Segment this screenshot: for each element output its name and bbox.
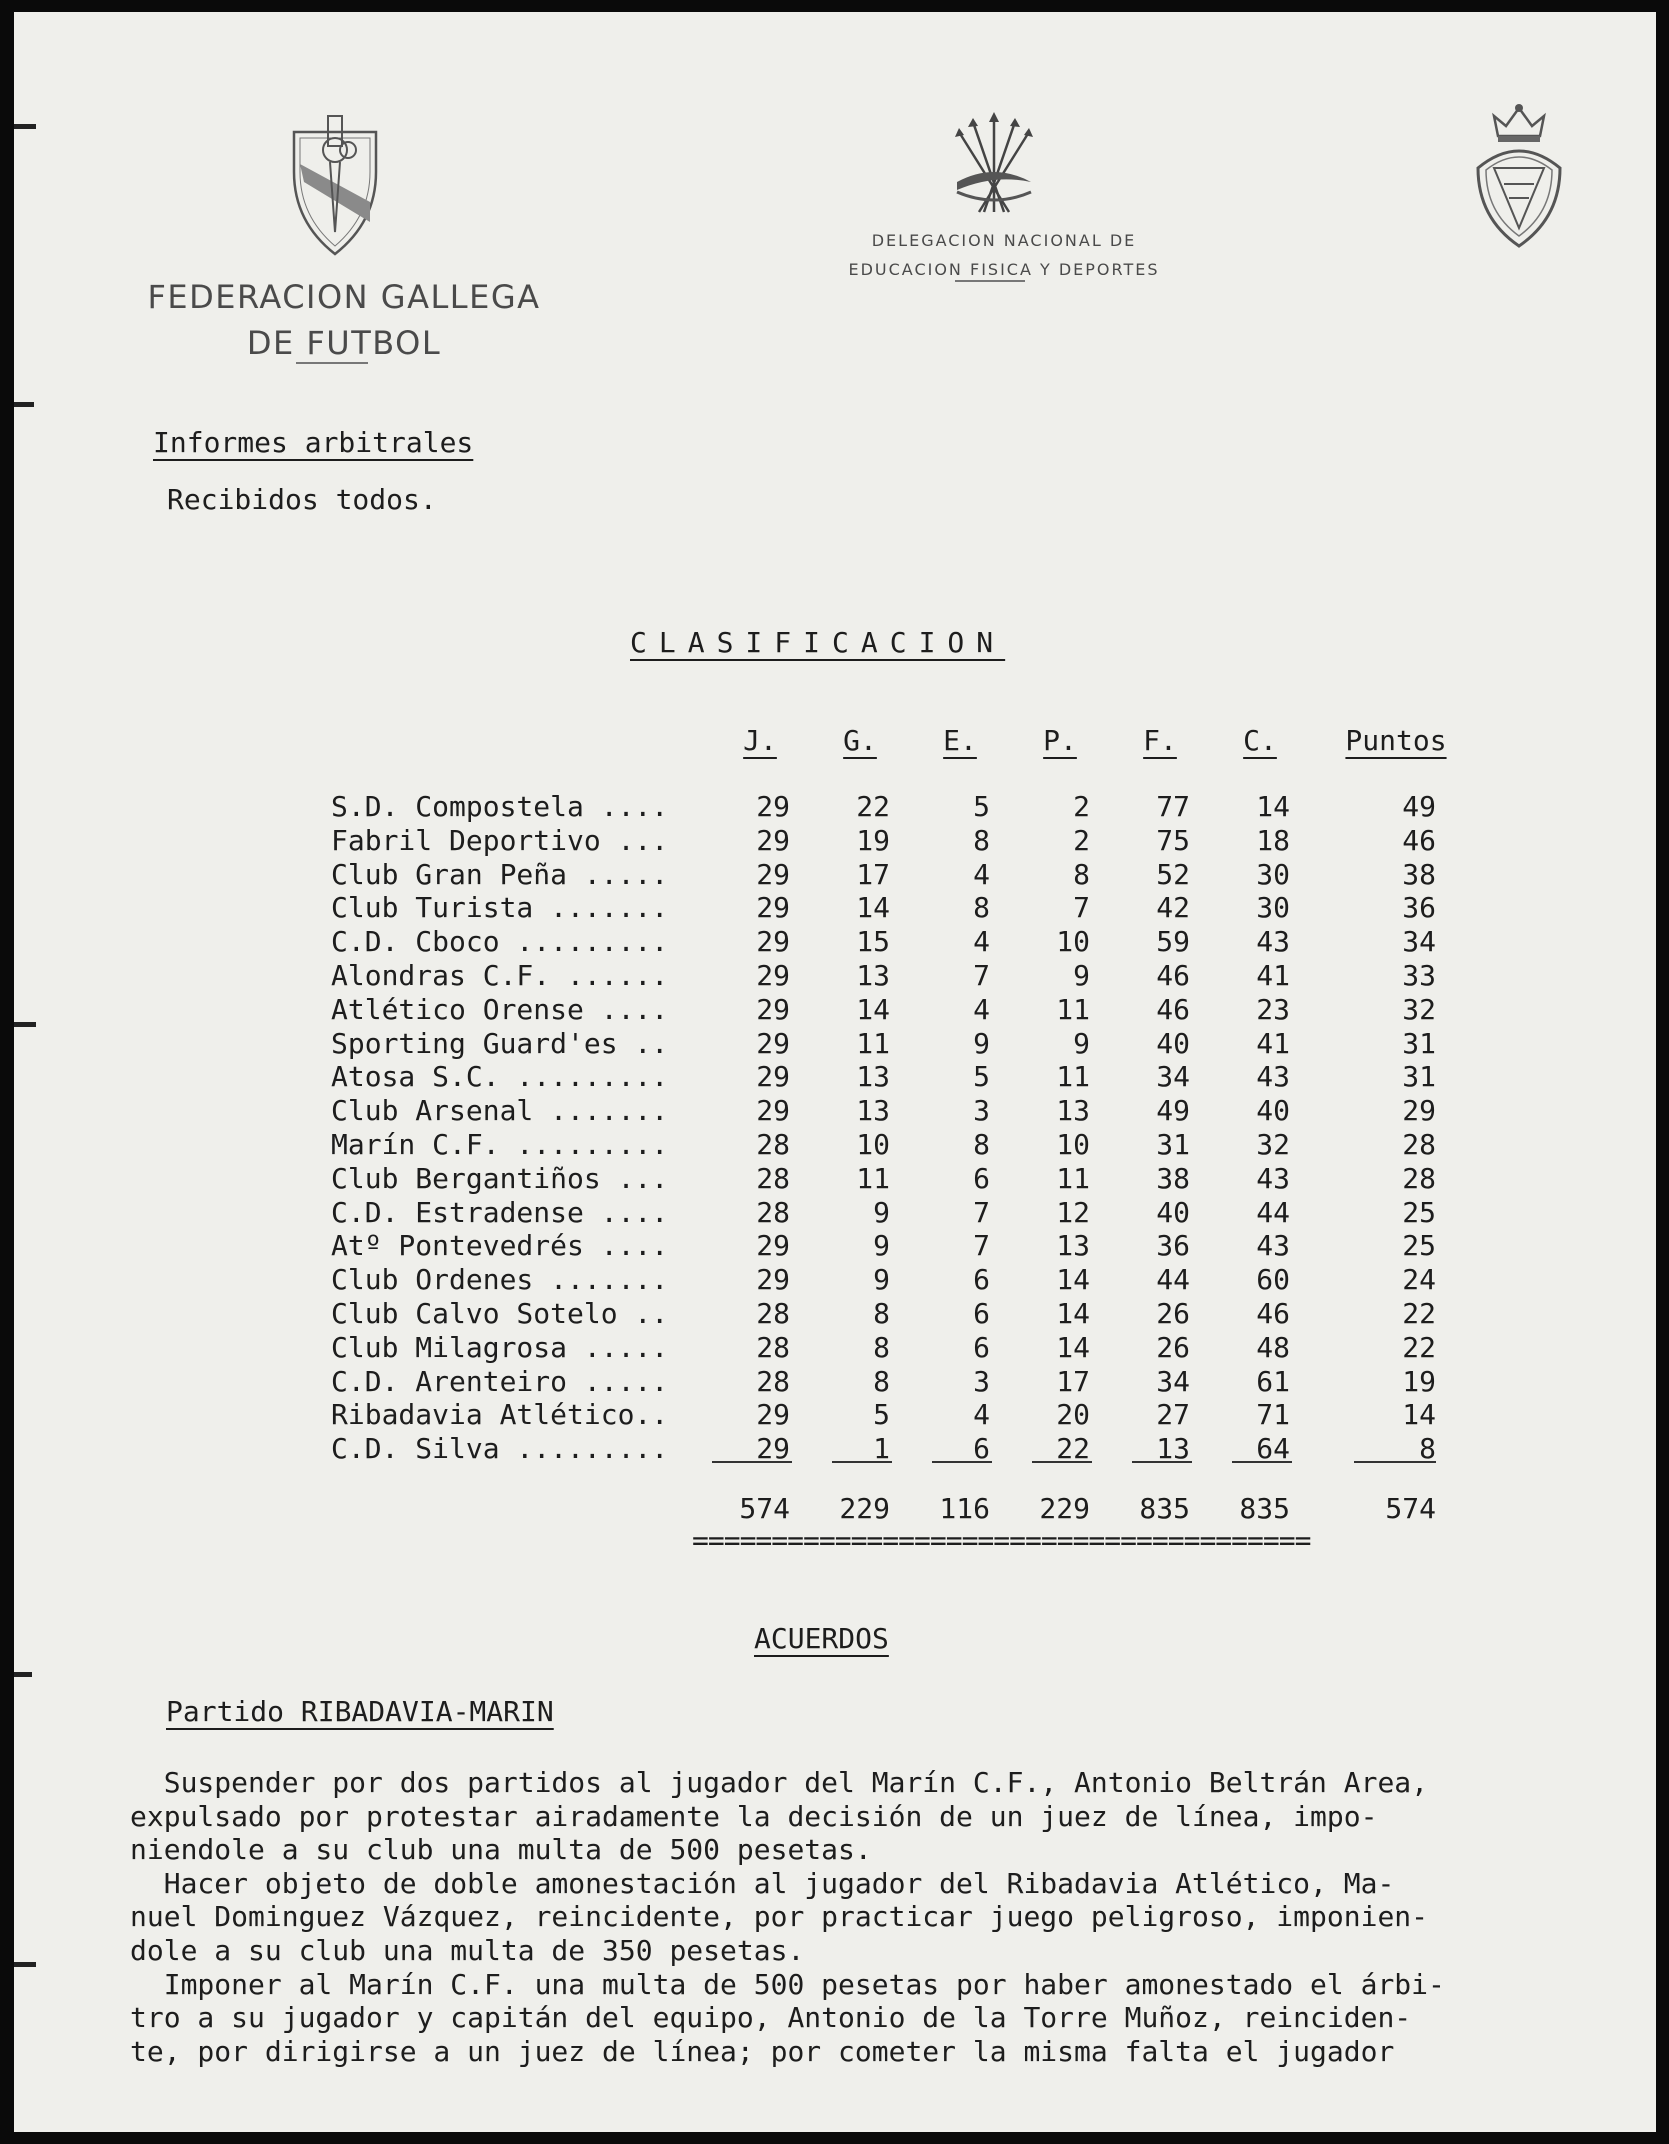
cell-drawn: 8 bbox=[973, 891, 990, 925]
cell-goals-against: 43 bbox=[1256, 1229, 1290, 1263]
cell-goals-for: 34 bbox=[1156, 1364, 1190, 1398]
cell-goals-for: 36 bbox=[1156, 1229, 1190, 1263]
cell-points: 36 bbox=[1402, 891, 1436, 925]
cell-goals-for: 40 bbox=[1156, 1026, 1190, 1060]
cell-drawn: 8 bbox=[973, 823, 990, 857]
cell-goals-against: 23 bbox=[1256, 992, 1290, 1026]
cell-drawn: 6 bbox=[973, 1330, 990, 1364]
cell-points: 24 bbox=[1402, 1263, 1436, 1297]
cell-goals-for: 46 bbox=[1156, 992, 1190, 1026]
table-row bbox=[14, 1128, 1656, 1162]
cell-won: 13 bbox=[856, 1060, 890, 1094]
cell-won: 15 bbox=[856, 925, 890, 959]
cell-points: 32 bbox=[1402, 992, 1436, 1026]
total-won: 229 bbox=[839, 1492, 890, 1525]
total-drawn: 116 bbox=[939, 1492, 990, 1525]
table-row bbox=[14, 1229, 1656, 1263]
table-row bbox=[14, 1365, 1656, 1399]
cell-points: 28 bbox=[1402, 1128, 1436, 1161]
team-name: Club Bergantiños ... bbox=[331, 1161, 669, 1195]
cell-goals-for: 49 bbox=[1156, 1094, 1190, 1128]
sum-rule bbox=[1032, 1461, 1092, 1463]
cell-won: 9 bbox=[873, 1263, 890, 1297]
cell-lost: 10 bbox=[1056, 925, 1090, 959]
col-header-goals-for: F. bbox=[1143, 724, 1177, 757]
cell-points: 28 bbox=[1402, 1161, 1436, 1195]
table-row bbox=[14, 891, 1656, 925]
team-name: Club Ordenes ....... bbox=[331, 1263, 669, 1297]
cell-won: 22 bbox=[856, 790, 890, 823]
binding-mark bbox=[14, 402, 34, 407]
cell-played: 28 bbox=[756, 1364, 790, 1398]
cell-played: 29 bbox=[756, 1432, 790, 1466]
table-row bbox=[14, 925, 1656, 959]
team-name: C.D. Estradense .... bbox=[331, 1195, 669, 1229]
cell-goals-for: 59 bbox=[1156, 925, 1190, 959]
team-name: Alondras C.F. ...... bbox=[331, 959, 669, 992]
cell-goals-against: 30 bbox=[1256, 857, 1290, 891]
cell-goals-for: 27 bbox=[1156, 1398, 1190, 1432]
cell-lost: 11 bbox=[1056, 1161, 1090, 1195]
partido-heading: Partido RIBADAVIA-MARIN bbox=[166, 1695, 554, 1728]
cell-won: 1 bbox=[873, 1432, 890, 1466]
paragraph-line: tro a su jugador y capitán del equipo, Antonio de la Torre Muñoz, reinciden- bbox=[130, 2001, 1412, 2035]
cell-won: 8 bbox=[873, 1364, 890, 1398]
total-played: 574 bbox=[739, 1492, 790, 1525]
cell-played: 29 bbox=[756, 1060, 790, 1094]
cell-lost: 12 bbox=[1056, 1195, 1090, 1229]
cell-won: 11 bbox=[856, 1161, 890, 1195]
sum-rule bbox=[1232, 1461, 1292, 1463]
cell-drawn: 6 bbox=[973, 1432, 990, 1466]
cell-played: 29 bbox=[756, 1398, 790, 1432]
team-name: Ribadavia Atlético.. bbox=[331, 1398, 669, 1432]
paragraph-line: Imponer al Marín C.F. una multa de 500 pesetas por haber amonestado el árbi- bbox=[130, 1967, 1445, 2001]
col-header-lost: P. bbox=[1043, 724, 1077, 757]
federation-name bbox=[84, 274, 604, 366]
cell-points: 34 bbox=[1402, 925, 1436, 959]
federation-line-2: DE FUTBOL bbox=[246, 324, 442, 362]
sum-rule bbox=[712, 1461, 792, 1463]
cell-goals-against: 71 bbox=[1256, 1398, 1290, 1432]
cell-won: 14 bbox=[856, 891, 890, 925]
table-row bbox=[14, 858, 1656, 892]
cell-lost: 14 bbox=[1056, 1330, 1090, 1364]
yoke-arrows-emblem bbox=[949, 112, 1039, 224]
table-row bbox=[14, 1162, 1656, 1196]
table-row bbox=[14, 993, 1656, 1027]
cell-goals-against: 14 bbox=[1256, 790, 1290, 823]
cell-lost: 22 bbox=[1056, 1432, 1090, 1466]
cell-lost: 13 bbox=[1056, 1229, 1090, 1263]
cell-goals-for: 31 bbox=[1156, 1128, 1190, 1161]
cell-played: 29 bbox=[756, 959, 790, 992]
cell-played: 29 bbox=[756, 1263, 790, 1297]
table-row bbox=[14, 1297, 1656, 1331]
team-name: Club Gran Peña ..... bbox=[331, 857, 669, 891]
table-row bbox=[14, 824, 1656, 858]
paragraph-line: expulsado por protestar airadamente la decisión de un juez de línea, impo- bbox=[130, 1799, 1378, 1833]
team-name: C.D. Cboco ......... bbox=[331, 925, 669, 959]
cell-played: 28 bbox=[756, 1128, 790, 1161]
clasificacion-title: CLASIFICACION bbox=[630, 626, 1006, 659]
cell-drawn: 9 bbox=[973, 1026, 990, 1060]
document-page bbox=[14, 12, 1656, 2132]
cell-played: 29 bbox=[756, 790, 790, 823]
cell-points: 22 bbox=[1402, 1297, 1436, 1330]
cell-goals-for: 44 bbox=[1156, 1263, 1190, 1297]
cell-played: 28 bbox=[756, 1330, 790, 1364]
acuerdos-heading: ACUERDOS bbox=[754, 1622, 889, 1655]
cell-drawn: 8 bbox=[973, 1128, 990, 1161]
table-row bbox=[14, 959, 1656, 993]
cell-lost: 20 bbox=[1056, 1398, 1090, 1432]
sum-rule bbox=[832, 1461, 892, 1463]
cell-points: 46 bbox=[1402, 823, 1436, 857]
table-row bbox=[14, 1331, 1656, 1365]
cell-played: 29 bbox=[756, 857, 790, 891]
cell-played: 29 bbox=[756, 925, 790, 959]
cell-points: 8 bbox=[1419, 1432, 1436, 1466]
cell-goals-for: 34 bbox=[1156, 1060, 1190, 1094]
table-row bbox=[14, 1196, 1656, 1230]
cell-won: 14 bbox=[856, 992, 890, 1026]
total-lost: 229 bbox=[1039, 1492, 1090, 1525]
cell-drawn: 3 bbox=[973, 1094, 990, 1128]
paragraph-line: Suspender por dos partidos al jugador del Marín C.F., Antonio Beltrán Area, bbox=[130, 1766, 1429, 1799]
cell-won: 9 bbox=[873, 1229, 890, 1263]
cell-goals-against: 43 bbox=[1256, 1060, 1290, 1094]
paragraph-line: nuel Dominguez Vázquez, reincidente, por practicar juego peligroso, imponien- bbox=[130, 1900, 1429, 1934]
cell-drawn: 7 bbox=[973, 959, 990, 992]
cell-drawn: 5 bbox=[973, 790, 990, 823]
team-name: S.D. Compostela .... bbox=[331, 790, 669, 823]
sum-rule bbox=[1132, 1461, 1192, 1463]
informes-heading: Informes arbitrales bbox=[153, 426, 474, 459]
cell-won: 13 bbox=[856, 1094, 890, 1128]
sum-rule bbox=[1354, 1461, 1436, 1463]
cell-lost: 8 bbox=[1073, 857, 1090, 891]
cell-goals-against: 60 bbox=[1256, 1263, 1290, 1297]
cell-played: 29 bbox=[756, 1026, 790, 1060]
cell-points: 31 bbox=[1402, 1060, 1436, 1094]
cell-won: 13 bbox=[856, 959, 890, 992]
cell-played: 29 bbox=[756, 1094, 790, 1128]
total-points: 574 bbox=[1385, 1492, 1436, 1525]
federation-line-1: FEDERACION GALLEGA bbox=[147, 278, 541, 316]
paragraph-line: te, por dirigirse a un juez de línea; por cometer la misma falta el jugador bbox=[130, 2034, 1395, 2068]
cell-played: 29 bbox=[756, 1229, 790, 1263]
table-row bbox=[14, 1094, 1656, 1128]
cell-goals-against: 41 bbox=[1256, 1026, 1290, 1060]
cell-drawn: 7 bbox=[973, 1195, 990, 1229]
col-header-drawn: E. bbox=[943, 724, 977, 757]
total-goals-against: 835 bbox=[1239, 1492, 1290, 1525]
col-header-won: G. bbox=[843, 724, 877, 757]
table-row bbox=[14, 790, 1656, 824]
table-row bbox=[14, 1060, 1656, 1094]
cell-goals-against: 43 bbox=[1256, 925, 1290, 959]
table-row bbox=[14, 1027, 1656, 1061]
cell-won: 8 bbox=[873, 1297, 890, 1330]
cell-drawn: 6 bbox=[973, 1263, 990, 1297]
delegation-name bbox=[774, 226, 1234, 284]
cell-drawn: 6 bbox=[973, 1297, 990, 1330]
cell-points: 33 bbox=[1402, 959, 1436, 992]
team-name: Fabril Deportivo ... bbox=[331, 823, 669, 857]
binding-mark bbox=[14, 1672, 32, 1677]
cell-goals-against: 41 bbox=[1256, 959, 1290, 992]
team-name: C.D. Arenteiro ..... bbox=[331, 1364, 669, 1398]
crowned-crest-logo bbox=[1464, 98, 1574, 252]
cell-drawn: 6 bbox=[973, 1161, 990, 1195]
cell-points: 19 bbox=[1402, 1364, 1436, 1398]
cell-won: 8 bbox=[873, 1330, 890, 1364]
cell-lost: 14 bbox=[1056, 1263, 1090, 1297]
team-name: Atlético Orense .... bbox=[331, 992, 669, 1026]
cell-played: 29 bbox=[756, 823, 790, 857]
cell-played: 29 bbox=[756, 992, 790, 1026]
informes-text: Recibidos todos. bbox=[167, 483, 437, 516]
cell-goals-for: 77 bbox=[1156, 790, 1190, 823]
cell-points: 22 bbox=[1402, 1330, 1436, 1364]
team-name: Marín C.F. ......... bbox=[331, 1128, 669, 1161]
cell-lost: 2 bbox=[1073, 790, 1090, 823]
cell-goals-against: 43 bbox=[1256, 1161, 1290, 1195]
cell-goals-against: 32 bbox=[1256, 1128, 1290, 1161]
cell-drawn: 7 bbox=[973, 1229, 990, 1263]
cell-won: 10 bbox=[856, 1128, 890, 1161]
cell-lost: 14 bbox=[1056, 1297, 1090, 1330]
cell-won: 11 bbox=[856, 1026, 890, 1060]
cell-points: 38 bbox=[1402, 857, 1436, 891]
cell-goals-for: 26 bbox=[1156, 1297, 1190, 1330]
cell-won: 17 bbox=[856, 857, 890, 891]
cell-goals-against: 64 bbox=[1256, 1432, 1290, 1466]
cell-drawn: 4 bbox=[973, 857, 990, 891]
cell-goals-for: 52 bbox=[1156, 857, 1190, 891]
cell-lost: 17 bbox=[1056, 1364, 1090, 1398]
col-header-played: J. bbox=[743, 724, 777, 757]
table-row bbox=[14, 1263, 1656, 1297]
cell-lost: 11 bbox=[1056, 1060, 1090, 1094]
cell-won: 9 bbox=[873, 1195, 890, 1229]
cell-won: 5 bbox=[873, 1398, 890, 1432]
cell-goals-against: 46 bbox=[1256, 1297, 1290, 1330]
total-goals-for: 835 bbox=[1139, 1492, 1190, 1525]
cell-points: 25 bbox=[1402, 1229, 1436, 1263]
federation-shield-logo bbox=[290, 112, 380, 260]
team-name: Atosa S.C. ......... bbox=[331, 1060, 669, 1094]
cell-lost: 9 bbox=[1073, 1026, 1090, 1060]
team-name: Sporting Guard'es .. bbox=[331, 1026, 669, 1060]
table-row bbox=[14, 1398, 1656, 1432]
cell-points: 31 bbox=[1402, 1026, 1436, 1060]
cell-goals-against: 40 bbox=[1256, 1094, 1290, 1128]
team-name: Club Calvo Sotelo .. bbox=[331, 1297, 669, 1330]
col-header-goals-against: C. bbox=[1243, 724, 1277, 757]
team-name: Club Turista ....... bbox=[331, 891, 669, 925]
team-name: Club Arsenal ....... bbox=[331, 1094, 669, 1128]
double-rule: ======================================= bbox=[692, 1524, 1311, 1557]
delegation-line-1: DELEGACION NACIONAL DE bbox=[871, 231, 1137, 250]
paragraph-line: dole a su club una multa de 350 pesetas. bbox=[130, 1934, 805, 1967]
cell-played: 28 bbox=[756, 1195, 790, 1229]
cell-goals-for: 46 bbox=[1156, 959, 1190, 992]
cell-lost: 2 bbox=[1073, 823, 1090, 857]
cell-lost: 7 bbox=[1073, 891, 1090, 925]
cell-drawn: 3 bbox=[973, 1364, 990, 1398]
standings-header-row bbox=[14, 724, 1656, 758]
cell-goals-against: 44 bbox=[1256, 1195, 1290, 1229]
cell-points: 49 bbox=[1402, 790, 1436, 823]
cell-lost: 11 bbox=[1056, 992, 1090, 1026]
letterhead-divider bbox=[296, 362, 368, 364]
delegation-line-2: EDUCACION FISICA Y DEPORTES bbox=[848, 260, 1160, 279]
cell-drawn: 4 bbox=[973, 992, 990, 1026]
cell-points: 25 bbox=[1402, 1195, 1436, 1229]
team-name: Atº Pontevedrés .... bbox=[331, 1229, 669, 1263]
paragraph-line: niendole a su club una multa de 500 pesetas. bbox=[130, 1833, 872, 1867]
binding-mark bbox=[14, 1962, 36, 1967]
letterhead-divider bbox=[955, 280, 1025, 282]
cell-goals-for: 13 bbox=[1156, 1432, 1190, 1466]
cell-goals-against: 61 bbox=[1256, 1364, 1290, 1398]
col-header-points: Puntos bbox=[1345, 724, 1447, 757]
cell-goals-against: 18 bbox=[1256, 823, 1290, 857]
cell-played: 28 bbox=[756, 1297, 790, 1330]
cell-goals-against: 30 bbox=[1256, 891, 1290, 925]
cell-lost: 9 bbox=[1073, 959, 1090, 992]
standings-totals-row bbox=[14, 1492, 1656, 1526]
cell-goals-for: 26 bbox=[1156, 1330, 1190, 1364]
cell-goals-for: 38 bbox=[1156, 1161, 1190, 1195]
cell-goals-for: 42 bbox=[1156, 891, 1190, 925]
cell-points: 29 bbox=[1402, 1094, 1436, 1128]
cell-won: 19 bbox=[856, 823, 890, 857]
cell-goals-for: 40 bbox=[1156, 1195, 1190, 1229]
team-name: Club Milagrosa ..... bbox=[331, 1330, 669, 1364]
cell-drawn: 4 bbox=[973, 925, 990, 959]
sum-rule bbox=[932, 1461, 992, 1463]
cell-points: 14 bbox=[1402, 1398, 1436, 1432]
cell-drawn: 5 bbox=[973, 1060, 990, 1094]
paragraph-line: Hacer objeto de doble amonestación al jugador del Ribadavia Atlético, Ma- bbox=[130, 1866, 1395, 1900]
cell-goals-against: 48 bbox=[1256, 1330, 1290, 1364]
team-name: C.D. Silva ......... bbox=[331, 1432, 669, 1466]
cell-goals-for: 75 bbox=[1156, 823, 1190, 857]
binding-mark bbox=[14, 124, 36, 129]
cell-played: 28 bbox=[756, 1161, 790, 1195]
cell-lost: 13 bbox=[1056, 1094, 1090, 1128]
cell-lost: 10 bbox=[1056, 1128, 1090, 1161]
cell-played: 29 bbox=[756, 891, 790, 925]
cell-drawn: 4 bbox=[973, 1398, 990, 1432]
